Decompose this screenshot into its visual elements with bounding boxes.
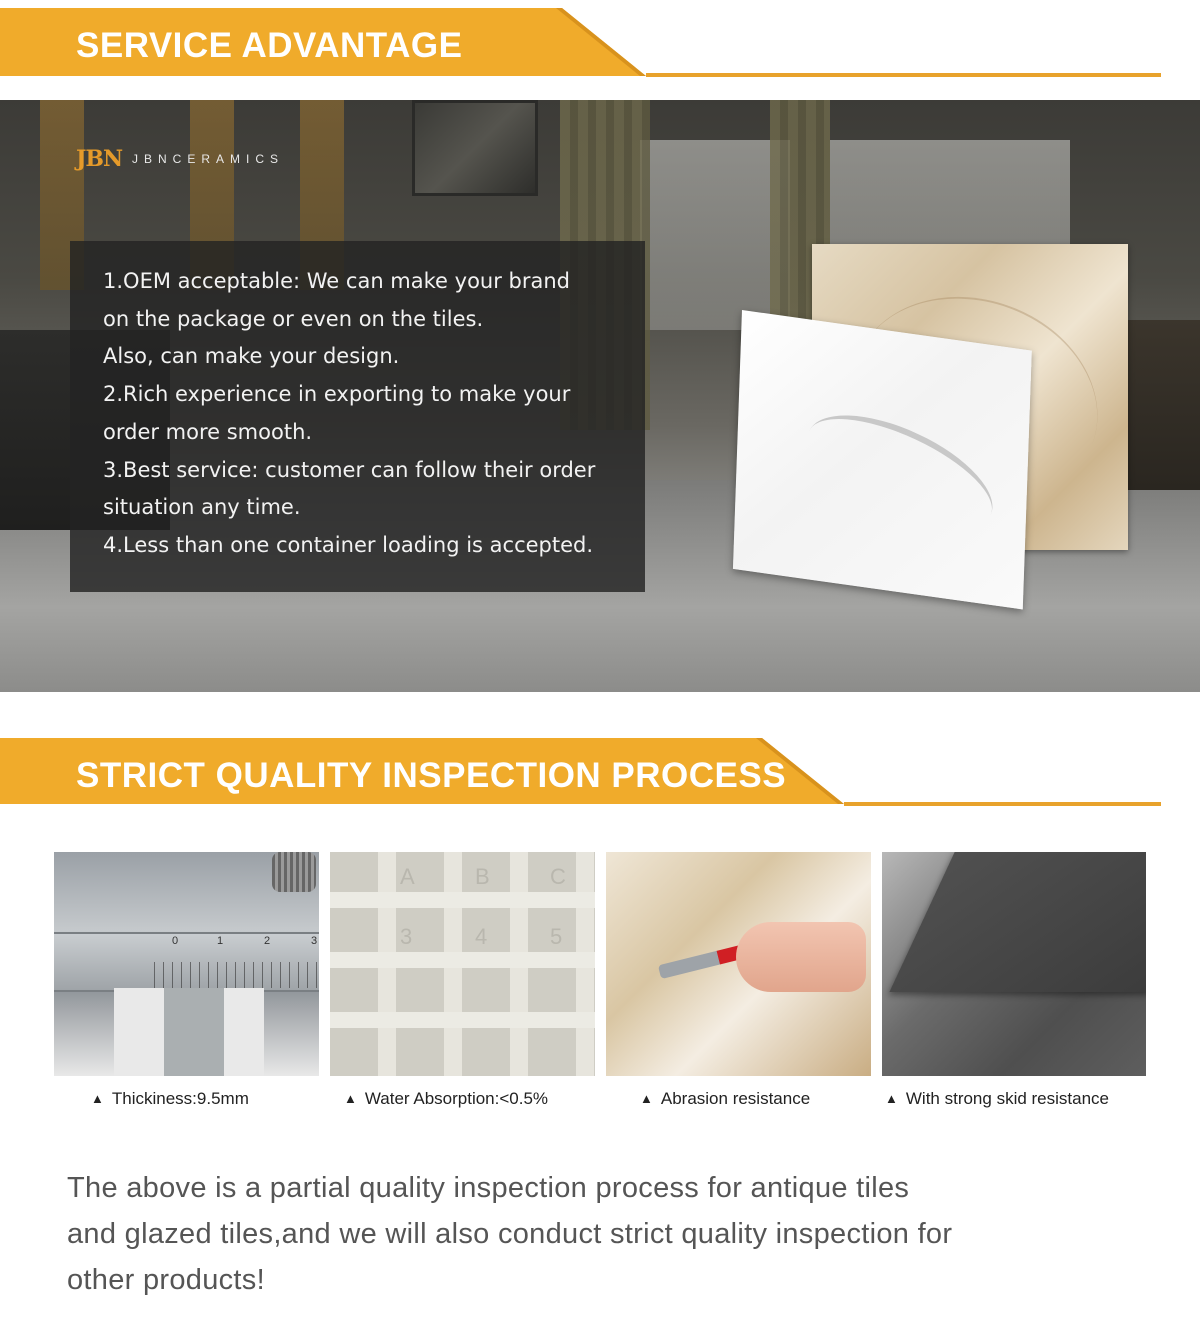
dark-tile-slab <box>889 852 1146 992</box>
ruler-number: 0 <box>172 935 179 947</box>
caliper-numbers <box>54 852 319 1076</box>
tile-back-letter: A <box>400 864 415 889</box>
skid-resistance-photo <box>882 852 1146 1076</box>
footer-note-line: The above is a partial quality inspection process for antique tiles <box>67 1172 910 1204</box>
caption-text: Thickiness:9.5mm <box>111 1089 249 1108</box>
service-advantage-banner <box>0 8 1200 88</box>
hand <box>736 922 866 992</box>
section-title-quality-inspection: STRICT QUALITY INSPECTION PROCESS <box>76 756 787 795</box>
triangle-up-icon: ▲ <box>344 1091 357 1106</box>
section-title-service-advantage: SERVICE ADVANTAGE <box>76 26 463 65</box>
tile-back-letter: 5 <box>550 924 563 949</box>
advantage-line: 4.Less than one container loading is accepted. <box>103 533 594 557</box>
caption-thickness <box>91 1089 249 1109</box>
advantage-line: order more smooth. <box>103 420 313 444</box>
tile-back-letter: 3 <box>400 924 413 949</box>
triangle-up-icon: ▲ <box>640 1091 653 1106</box>
advantage-line: 1.OEM acceptable: We can make your brand <box>103 269 571 293</box>
tile-back-letter: C <box>550 864 566 889</box>
tile-back-letter: B <box>475 864 490 889</box>
water-absorption-photo <box>330 852 595 1076</box>
caption-abrasion <box>640 1089 810 1109</box>
caption-water-absorption <box>344 1089 548 1109</box>
caliper-jaw <box>164 988 224 1076</box>
advantage-line: situation any time. <box>103 495 301 519</box>
thickness-caliper-photo <box>54 852 319 1076</box>
logo-mark: JBN <box>76 146 123 172</box>
showroom-photo <box>0 100 1200 692</box>
advantage-line: 2.Rich experience in exporting to make your <box>103 382 571 406</box>
window-decor <box>640 140 790 330</box>
footer-note-line: other products! <box>67 1264 265 1296</box>
advantage-line: Also, can make your design. <box>103 344 400 368</box>
logo-text: JBNCERAMICS <box>132 152 285 166</box>
footer-note-line: and glazed tiles,and we will also conduct strict quality inspection for <box>67 1218 953 1250</box>
tile-back-letter: 4 <box>475 924 488 949</box>
ruler-number: 3 <box>311 935 318 947</box>
wall-art <box>412 100 538 196</box>
caption-text: With strong skid resistance <box>905 1089 1110 1108</box>
caption-text: Abrasion resistance <box>660 1089 811 1108</box>
advantage-line: 3.Best service: customer can follow their order <box>103 458 596 482</box>
advantages-panel <box>70 241 645 592</box>
caption-skid-resistance <box>885 1089 1109 1109</box>
triangle-up-icon: ▲ <box>885 1091 898 1106</box>
abrasion-test-photo <box>606 852 871 1076</box>
ruler-number: 2 <box>264 935 271 947</box>
ruler-number: 1 <box>217 935 224 947</box>
triangle-up-icon: ▲ <box>91 1091 104 1106</box>
caption-text: Water Absorption:<0.5% <box>364 1089 549 1108</box>
advantage-line: on the package or even on the tiles. <box>103 307 484 331</box>
tile-back-letters <box>330 852 595 1076</box>
quality-inspection-banner <box>0 738 1200 818</box>
